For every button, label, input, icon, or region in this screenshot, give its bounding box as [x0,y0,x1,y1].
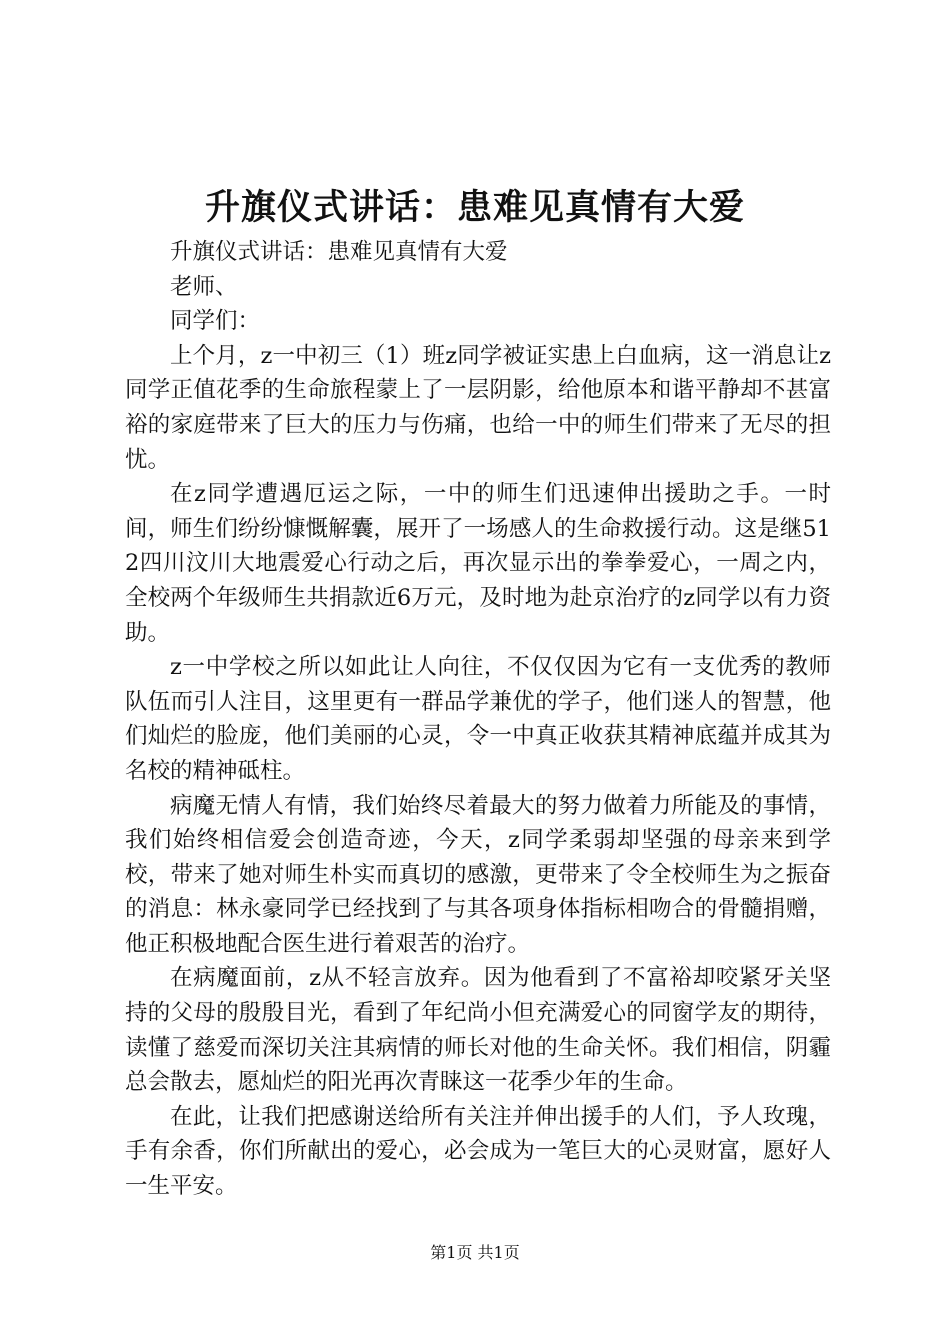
paragraph-body-1: 上个月，z一中初三（1）班z同学被证实患上白血病，这一消息让z同学正值花季的生命旅程蒙上了一层阴影，给他原本和谐平静却不甚富裕的家庭带来了巨大的压力与伤痛，也给一中的师生们带来了无尽的担忧。 [125,342,831,473]
paragraph-body-4: 病魔无情人有情，我们始终尽着最大的努力做着力所能及的事情，我们始终相信爱会创造奇迹，今天，z同学柔弱却坚强的母亲来到学校，带来了她对师生朴实而真切的感激，更带来了令全校师生为之振奋的消息：林永豪同学已经找到了与其各项身体指标相吻合的骨髓捐赠，他正积极地配合医生进行着艰苦的治疗。 [125,792,831,957]
paragraph-body-5: 在病魔面前，z从不轻言放弃。因为他看到了不富裕却咬紧牙关坚持的父母的殷殷目光，看到了年纪尚小但充满爱心的同窗学友的期待，读懂了慈爱而深切关注其病情的师长对他的生命关怀。我们相信，阴霾总会散去，愿灿烂的阳光再次青睐这一花季少年的生命。 [125,965,831,1096]
page-footer: 第1页 共1页 [430,1243,520,1262]
document-body [125,235,831,1204]
document-title: 升旗仪式讲话：患难见真情有大爱 [204,188,745,228]
paragraph-body-3: z一中学校之所以如此让人向往，不仅仅因为它有一支优秀的教师队伍而引人注目，这里更有一群品学兼优的学子，他们迷人的智慧，他们灿烂的脸庞，他们美丽的心灵，令一中真正收获其精神底蕴并成其为名校的精神砥柱。 [125,654,831,784]
paragraph-repeated-title: 升旗仪式讲话：患难见真情有大爱 [170,239,508,265]
paragraph-salutation-students: 同学们： [170,308,261,335]
paragraph-salutation-teachers: 老师、 [170,273,238,300]
paragraph-body-6: 在此，让我们把感谢送给所有关注并伸出援手的人们，予人玫瑰，手有余香，你们所献出的爱心，必会成为一笔巨大的心灵财富，愿好人一生平安。 [125,1103,831,1200]
paragraph-body-2: 在z同学遭遇厄运之际，一中的师生们迅速伸出援助之手。一时间，师生们纷纷慷慨解囊，展开了一场感人的生命救援行动。这是继512四川汶川大地震爱心行动之后，再次显示出的拳拳爱心，一周之内，全校两个年级师生共捐款近6万元，及时地为赴京治疗的z同学以有力资助。 [125,481,831,646]
